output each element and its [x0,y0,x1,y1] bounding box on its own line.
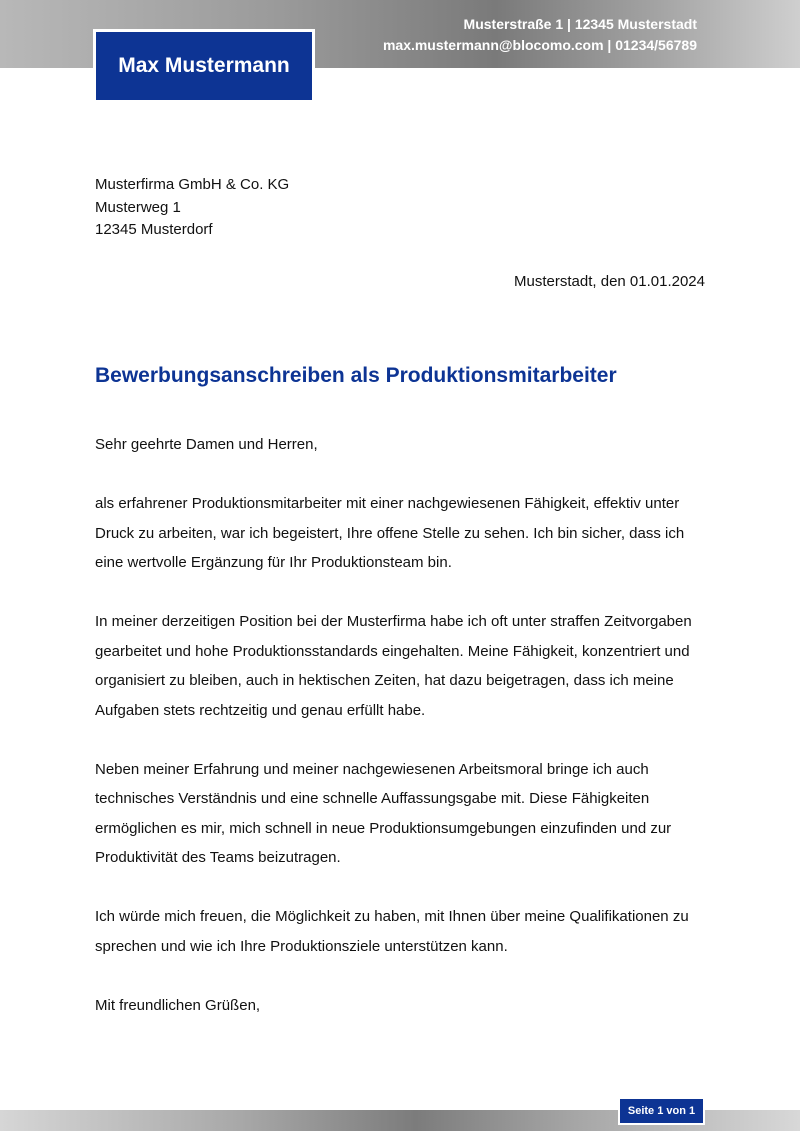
contact-info [383,14,697,56]
page-number: Seite 1 von 1 [627,1105,696,1117]
recipient-street: Musterweg 1 [95,198,181,216]
recipient-company: Musterfirma GmbH & Co. KG [95,176,290,193]
paragraph: Neben meiner Erfahrung und meiner nachgewiesenen Arbeitsmoral bringe ich auch technisches Verständnis und eine schnelle Auffassungsgabe mit. Diese Fähigkeiten ermöglichen es mir, mich schnell in neue Produktionsumgebungen einzufinden und zur Produktivität des Teams beizutragen. [95,760,672,866]
closing: Mit freundlichen Grüßen, [95,996,261,1014]
letter-subject: Bewerbungsanschreiben als Produktionsmitarbeiter [95,364,617,387]
recipient-city: 12345 Musterdorf [95,221,213,238]
letter-date: Musterstadt, den 01.01.2024 [514,273,705,290]
letter-body [95,430,707,1050]
sender-name-box [93,29,315,103]
sender-contact: max.mustermann@blocomo.com | 01234/56789 [382,37,697,53]
paragraph: In meiner derzeitigen Position bei der Musterfirma habe ich oft unter straffen Zeitvorgaben gearbeitet und hohe Produktionsstandards eingehalten. Meine Fähigkeit, konzentriert und organisiert zu bleiben, auch in hektischen Zeiten, hat dazu beigetragen, dass ich meine Aufgaben stets rechtzeitig und genau erfüllt habe. [95,613,692,719]
sender-name: Max Mustermann [118,54,290,77]
paragraph: als erfahrener Produktionsmitarbeiter mit einer nachgewiesenen Fähigkeit, effektiv unter Druck zu arbeiten, war ich begeistert, Ihre offene Stelle zu sehen. Ich bin sicher, dass ich eine wertvolle Ergänzung für Ihr Produktionsteam bin. [95,495,685,571]
page-number-badge [618,1097,705,1125]
sender-address: Musterstraße 1 | 12345 Musterstadt [463,16,697,32]
salutation: Sehr geehrte Damen und Herren, [95,436,318,453]
recipient-address [95,174,289,242]
paragraph: Ich würde mich freuen, die Möglichkeit zu haben, mit Ihnen über meine Qualifikationen zu sprechen und wie ich Ihre Produktionsziele unterstützen kann. [95,908,689,955]
